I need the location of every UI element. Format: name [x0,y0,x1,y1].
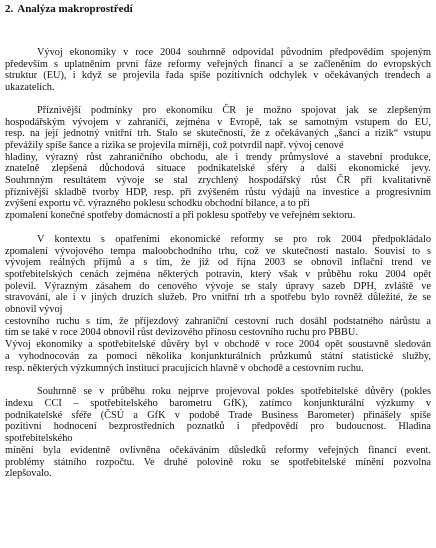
text-line: převážily spíše šance a rizika se projevila mírněji, což potvrdil např. vývoj cenové [5,139,344,151]
text-line: cestovního ruchu s tím, že příjezdový zahraniční cestovní ruch dosáhl podstatného nárůstu a [5,315,431,327]
text-line: Příznivější podmínky pro ekonomiku ČR je možno spojovat jak se zlepšeným [37,104,431,116]
text-line: a vyhodnocován za pomoci několika konjunkturálních průzkumů státní statistické služby, [5,350,431,362]
section-title: Analýza makroprostředí [17,3,133,15]
text-line: znatelně zlepšená důchodová situace podnikatelské sféry a další ekonomické jevy. [5,163,431,175]
text-line: polevil. Výrazným zásahem do cenového vývoje se staly úpravy sazeb DPH, zvláště ve [5,280,431,292]
text-line: hospodářským vývojem v zahraničí, zejména v Evropě, tak se samotným vstupem do EU, [5,116,431,128]
text-line: resp. některých výzkumných institucí pracujících hlavně v obchodě a cestovním ruchu. [5,362,364,374]
text-line: především s uplatněním první fáze reformy veřejných financí a se začleněním do evropských [5,58,431,70]
paragraph-2 [5,105,431,222]
text-line: zpomalení konečné spotřeby domácností a při poklesu spotřeby ve veřejném sektoru. [5,210,356,222]
text-line: obnovil vývoj [5,304,63,316]
text-line: V kontextu s opatřeními ekonomické reformy se pro rok 2004 předpokládalo [37,233,431,245]
text-line: podnikatelské sféře (ČSÚ a GfK v podobě Trade Business Barometer) přinášely spíše [5,409,431,421]
text-line: stravování, ale i v jiných druzích služeb. Pro vnitřní trh a spotřebu bylo rovněž důležité, že se [5,292,431,304]
text-line: hladiny, výrazný růst zahraničního obchodu, ale i trendy průmyslové a stavební produkce, [5,151,431,163]
paragraph-3 [5,234,431,374]
text-line: vývojem reálných příjmů a s tím, že již od října 2003 se obnovil inflační trend ve [5,257,431,269]
text-line: pozitivní hodnocení bezprostředních poznatků i předpovědí pro budoucnost. Hladina [5,421,431,433]
text-line: indexu CCI – spotřebitelského barometru GfK), zatímco konjunkturální výzkumy v [5,397,431,409]
text-line: ukazatelích. [5,82,55,94]
text-line: spotřebitelského [5,433,73,445]
text-line: Souhrnně se v průběhu roku nejprve projevoval pokles spotřebitelské důvěry (pokles [37,386,431,398]
text-line: resp. na její jednotný vnitřní trh. Stalo se skutečností, že z očekávaných „šancí a rizik“ vstupu [5,128,431,140]
paragraph-4 [5,386,431,480]
section-heading [5,3,431,16]
text-line: Vývoj ekonomiky v roce 2004 souhrnně odpovídal původním předpovědím spojeným [37,47,431,58]
text-line: zpomalení vývojového tempa maloobchodního trhu, což ve skutečnosti nastalo. Souvisí to s [5,245,431,257]
text-line: spotřebitelských cenách zejména některých potravin, který však v průběhu roku 2004 opět [5,268,431,280]
section-number: 2. [5,3,14,15]
text-line: struktur (EU), i když se projevila řada spíše pozitivních odchylek v očekávaných trendech a [5,70,431,82]
text-line: Vývoj ekonomiky a spotřebitelské důvěry byl v obchodě v roce 2004 opět soustavně sledován [5,339,431,351]
text-line: problémy státního rozpočtu. Ve druhé polovině roku se spotřebitelské mínění pozvolna [5,456,431,468]
paragraph-1 [5,47,431,94]
text-line: zlepšovalo. [5,468,52,480]
text-line: tím se také v roce 2004 obnovil růst devizového přínosu cestovního ruchu pro PBBU. [5,327,358,339]
text-line: zvýšení exportu vč. výrazného poklesu schodku obchodní bilance, a to při [5,198,310,210]
text-line: příznivější skladbě tvorby HDP, resp. při zvýšeném růstu výdajů na investice a progresivním [5,186,431,198]
text-line: mínění byla evidentně ovlivněna očekáváním důsledků reformy veřejných financí event. [5,444,431,456]
text-line: Souhrnným resultátem vývoje se stal zrychlený hospodářský růst ČR při kvalitativně [5,175,431,187]
